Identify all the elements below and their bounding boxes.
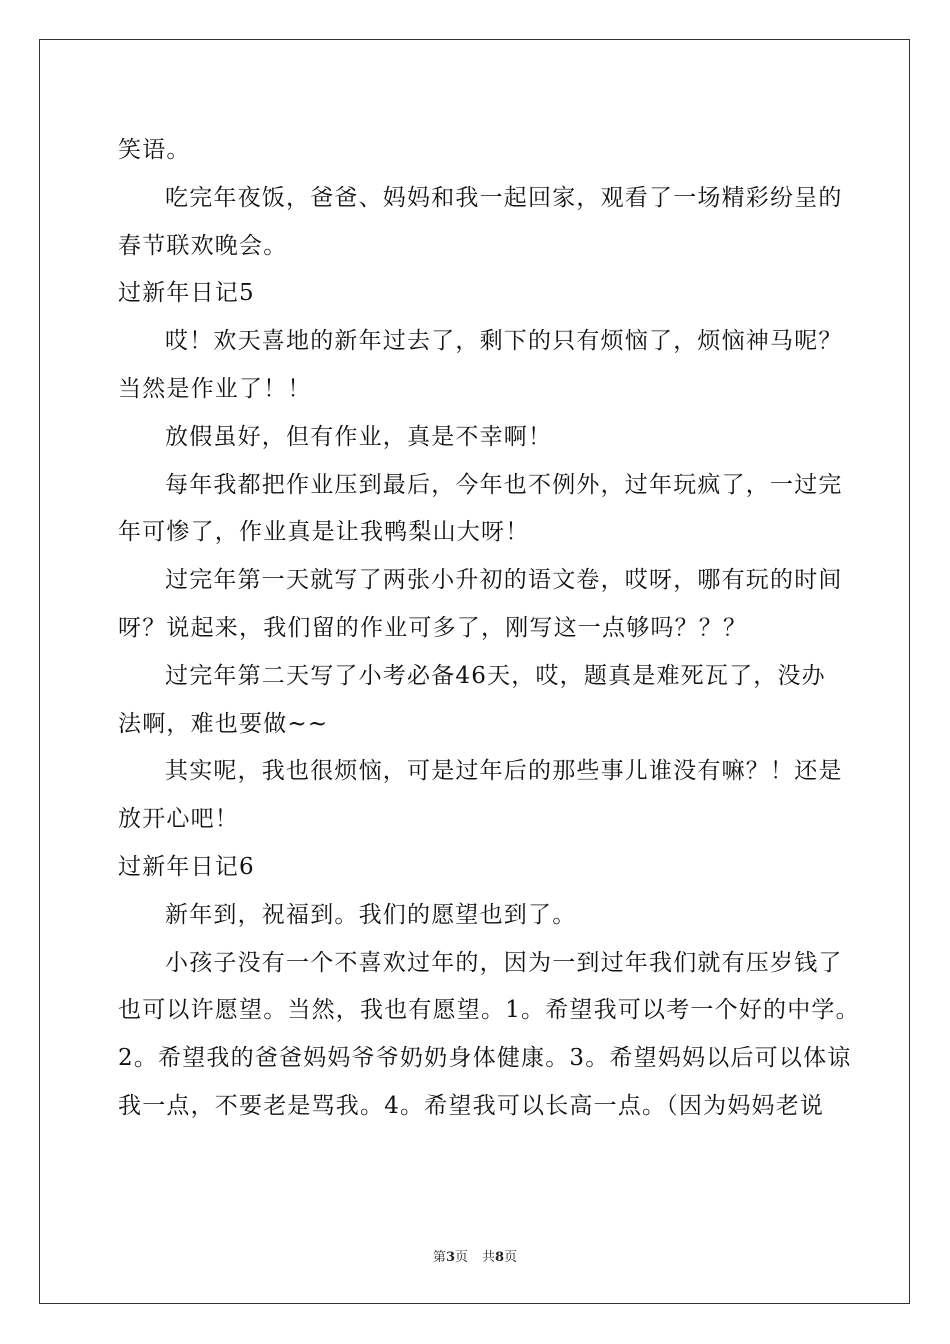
text-line: 笑语。 [118, 137, 191, 163]
text-line: 2。希望我的爸爸妈妈爷爷奶奶身体健康。3。希望妈妈以后可以体谅 [118, 1045, 852, 1072]
text-line: 年可惨了，作业真是让我鸭梨山大呀！ [118, 519, 530, 546]
text-line: 呀？说起来，我们留的作业可多了，刚写这一点够吗？？？ [118, 614, 748, 641]
document-body [118, 127, 860, 1131]
text-line: 春节联欢晚会。 [118, 232, 288, 259]
text-line: 每年我都把作业压到最后，今年也不例外，过年玩疯了，一过完 [165, 471, 843, 498]
page-prefix: 第 [432, 1250, 446, 1265]
text-line: 我一点，不要老是骂我。4。希望我可以长高一点。（因为妈妈老说 [118, 1092, 825, 1119]
text-line: 放开心吧！ [118, 806, 239, 833]
text-line: 其实呢，我也很烦恼，可是过年后的那些事儿谁没有嘛？！还是 [165, 758, 843, 785]
page-suffix: 页 [454, 1250, 468, 1265]
text-line: 哎！欢天喜地的新年过去了，剩下的只有烦恼了，烦恼神马呢？ [165, 328, 843, 355]
total-prefix: 共 [482, 1250, 496, 1265]
text-line: 法啊，难也要做~~ [118, 710, 329, 737]
page-footer [0, 1246, 950, 1265]
total-suffix: 页 [504, 1250, 518, 1265]
total-pages: 8 [495, 1250, 505, 1265]
text-line: 吃完年夜饭，爸爸、妈妈和我一起回家，观看了一场精彩纷呈的 [165, 184, 843, 211]
text-line: 当然是作业了！！ [118, 375, 312, 402]
text-line: 小孩子没有一个不喜欢过年的，因为一到过年我们就有压岁钱了 [165, 949, 843, 976]
section-heading: 过新年日记6 [118, 853, 255, 880]
text-line: 也可以许愿望。当然，我也有愿望。1。希望我可以考一个好的中学。 [118, 997, 860, 1024]
text-line: 过完年第二天写了小考必备46天，哎，题真是难死瓦了，没办 [165, 662, 826, 689]
page-number: 3 [445, 1250, 455, 1265]
section-heading: 过新年日记5 [118, 280, 255, 307]
text-line: 放假虽好，但有作业，真是不幸啊！ [165, 423, 553, 450]
text-line: 过完年第一天就写了两张小升初的语文卷，哎呀，哪有玩的时间 [165, 567, 843, 594]
text-line: 新年到，祝福到。我们的愿望也到了。 [165, 901, 577, 928]
